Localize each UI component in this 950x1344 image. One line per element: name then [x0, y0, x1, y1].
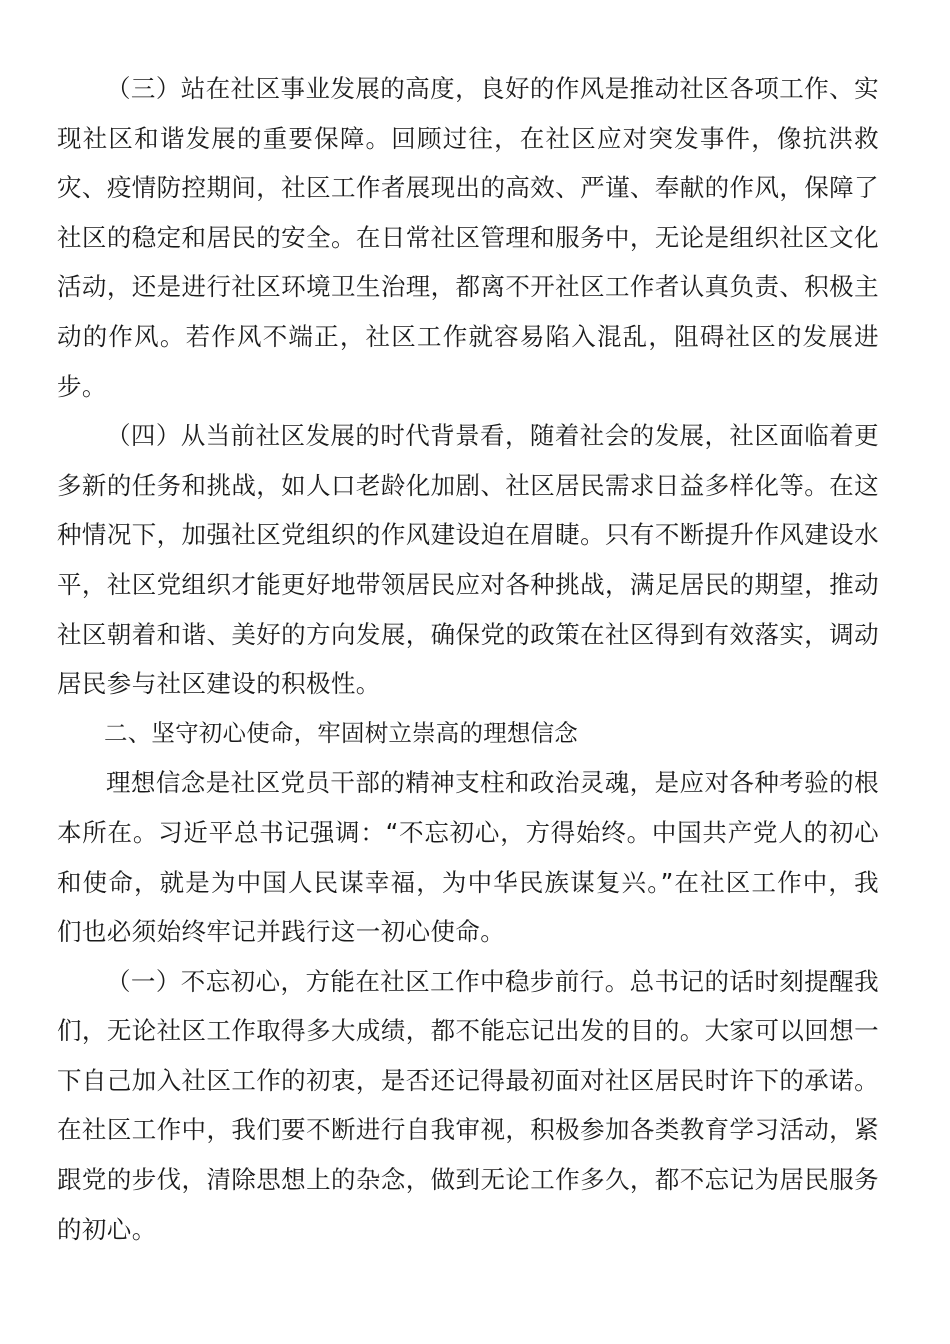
paragraph-section-4: （四）从当前社区发展的时代背景看，随着社会的发展，社区面临着更多新的任务和挑战，如人口老龄化加剧、社区居民需求日益多样化等。在这种情况下，加强社区党组织的作风建设迫在眉睫。只有不断提升作风建设水平，社区党组织才能更好地带领居民应对各种挑战，满足居民的期望，推动社区朝着和谐、美好的方向发展，确保党的政策在社区得到有效落实，调动居民参与社区建设的积极性。 — [57, 421, 879, 699]
section-heading-2: 二、坚守初心使命，牢固树立崇高的理想信念 — [104, 718, 578, 747]
paragraph-subsection-1: （一）不忘初心，方能在社区工作中稳步前行。总书记的话时刻提醒我们，无论社区工作取得多大成绩，都不能忘记出发的目的。大家可以回想一下自己加入社区工作的初衷，是否还记得最初面对社区居民时许下的承诺。在社区工作中，我们要不断进行自我审视，积极参加各类教育学习活动，紧跟党的步伐，清除思想上的杂念，做到无论工作多久，都不忘记为居民服务的初心。 — [57, 966, 879, 1244]
paragraph-section-3: （三）站在社区事业发展的高度，良好的作风是推动社区各项工作、实现社区和谐发展的重要保障。回顾过往，在社区应对突发事件，像抗洪救灾、疫情防控期间，社区工作者展现出的高效、严谨、奉献的作风，保障了社区的稳定和居民的安全。在日常社区管理和服务中，无论是组织社区文化活动，还是进行社区环境卫生治理，都离不开社区工作者认真负责、积极主动的作风。若作风不端正，社区工作就容易陷入混乱，阻碍社区的发展进步。 — [57, 74, 879, 401]
paragraph-ideals-intro: 理想信念是社区党员干部的精神支柱和政治灵魂，是应对各种考验的根本所在。习近平总书记强调：“不忘初心，方得始终。中国共产党人的初心和使命，就是为中国人民谋幸福，为中华民族谋复兴。”在社区工作中，我们也必须始终牢记并践行这一初心使命。 — [57, 768, 879, 947]
document-body — [57, 64, 879, 1254]
